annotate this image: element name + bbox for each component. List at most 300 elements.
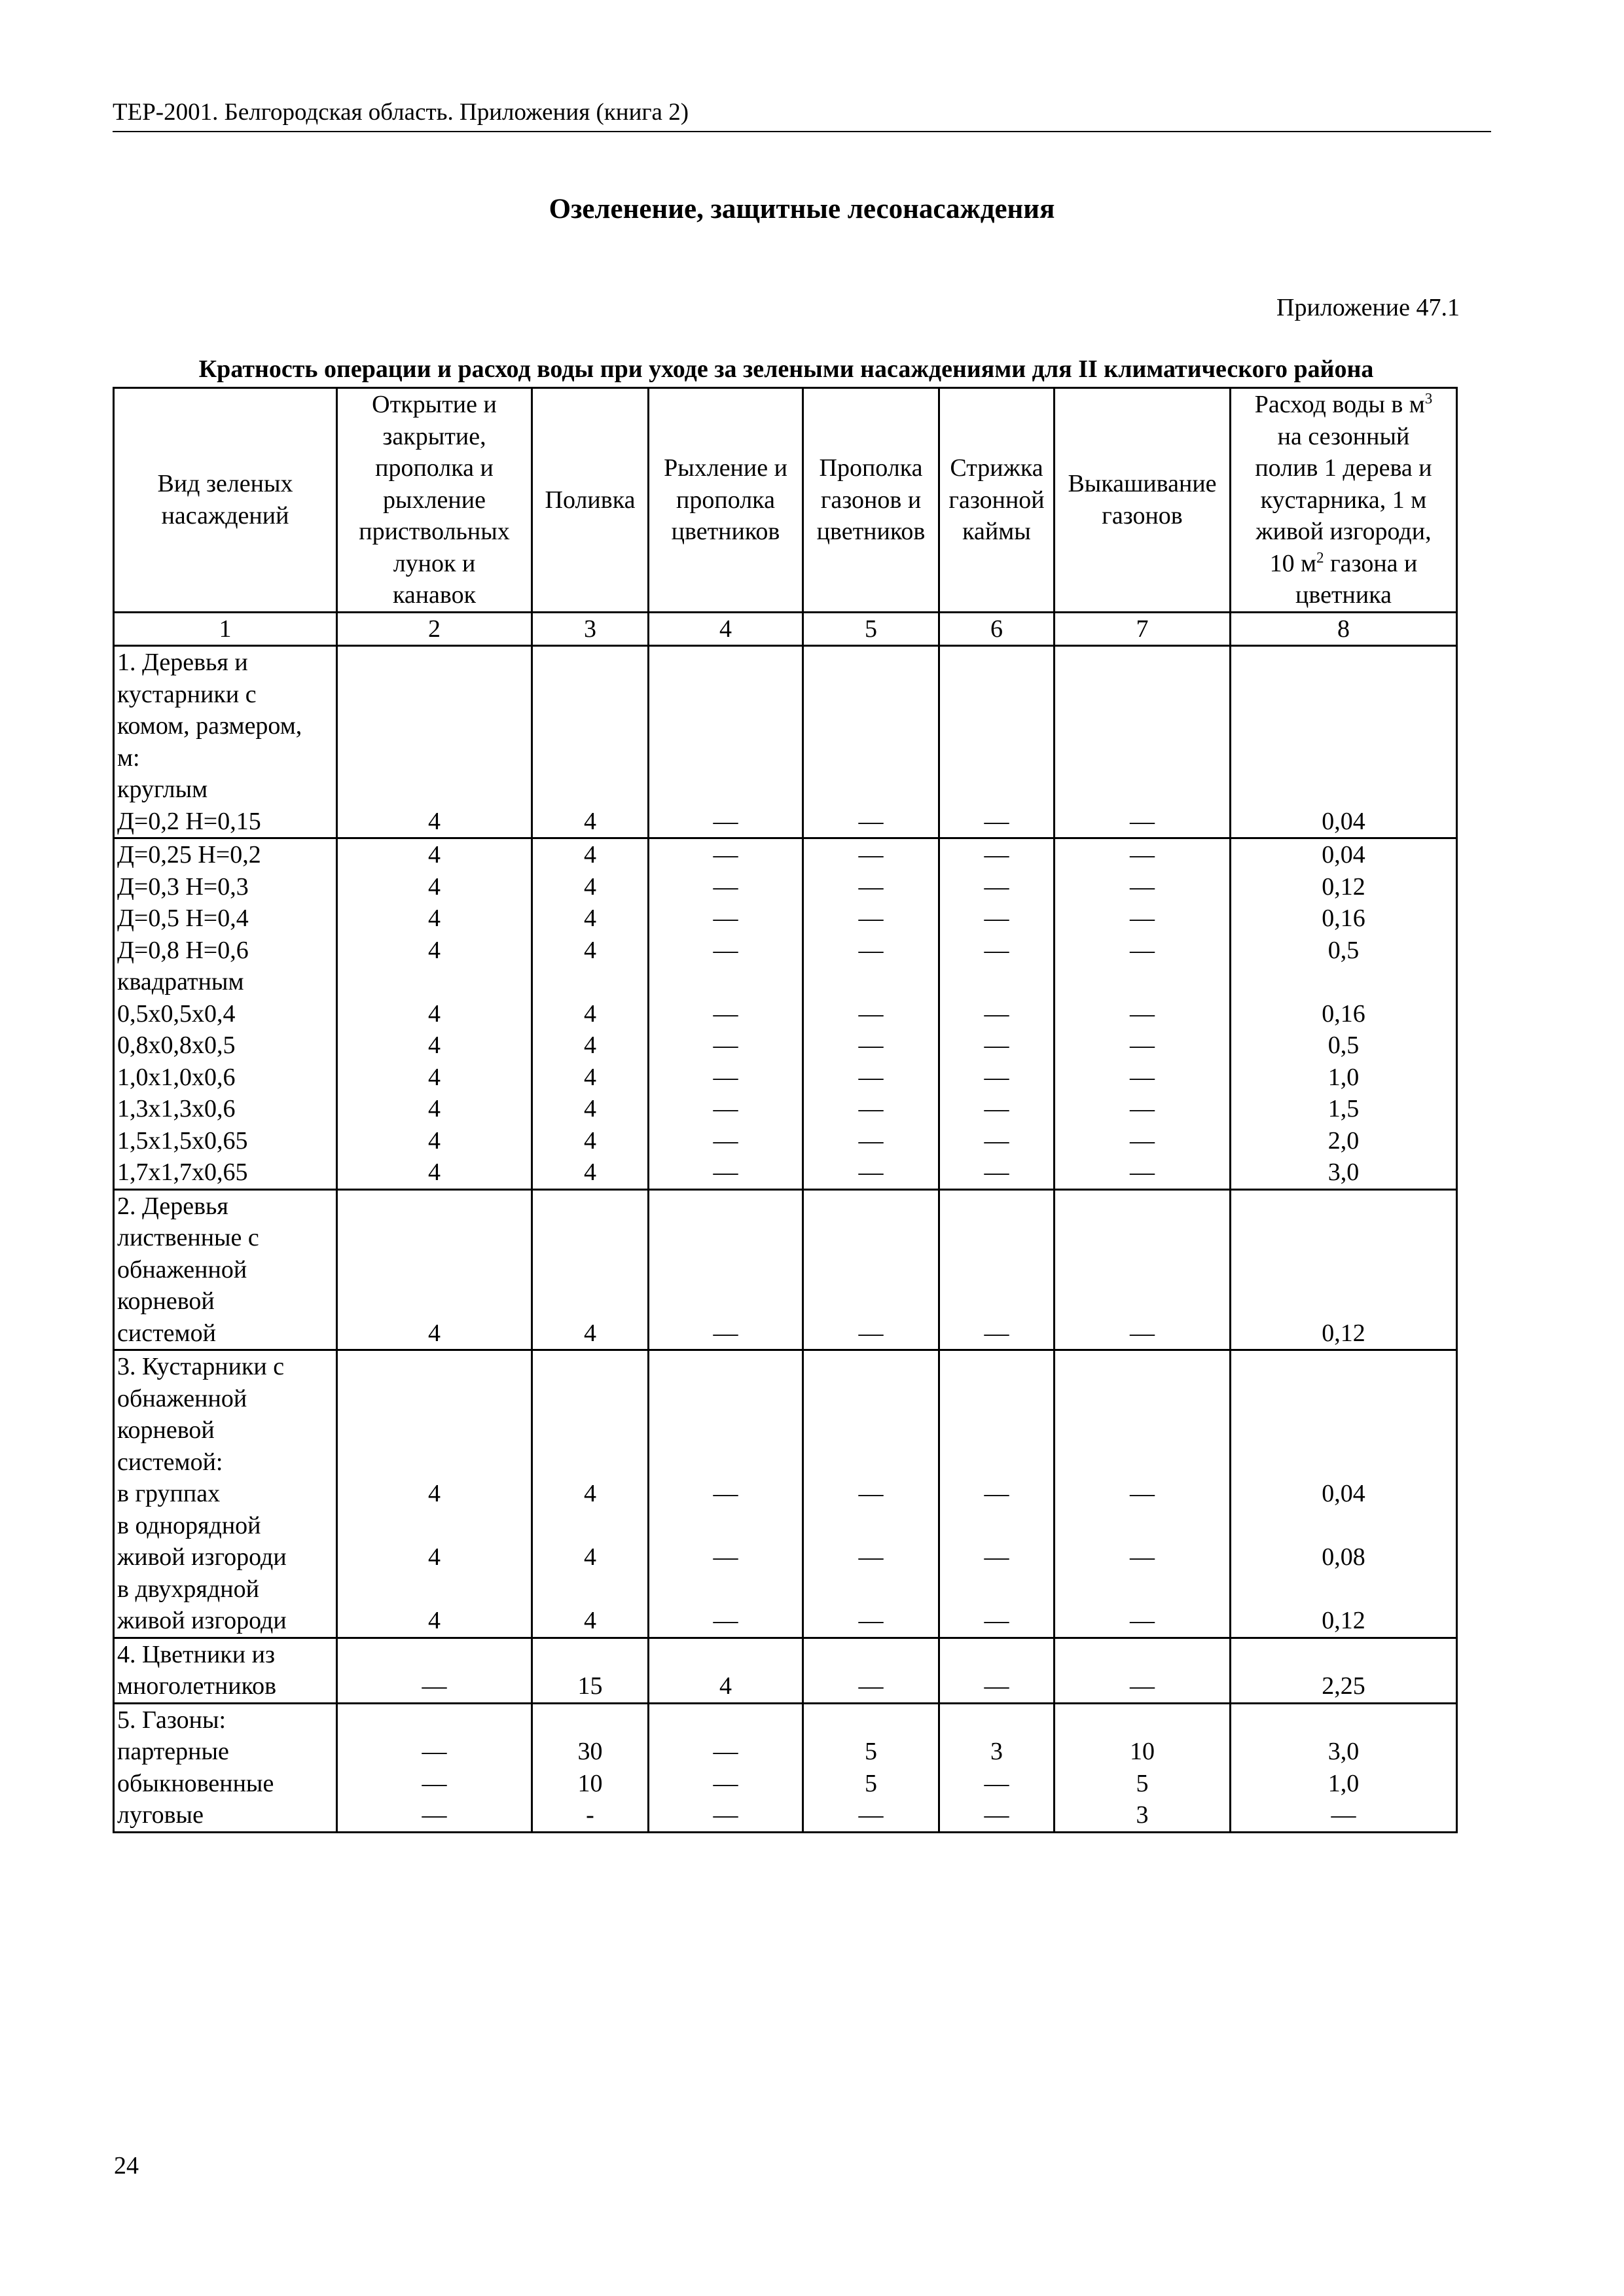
cell-spacer [338,1510,531,1542]
cell-spacer [940,742,1053,774]
cell-spacer [533,1510,647,1542]
cell-line: — [1130,1319,1155,1347]
cell-spacer [649,1383,802,1415]
value-cell [803,1703,939,1832]
cell-spacer [804,1704,938,1736]
cell-line: комом, размером, [117,712,302,740]
cell-spacer [649,742,802,774]
cell-spacer [1231,1285,1456,1318]
cell-line: — [713,1480,738,1507]
cell-line: 4 [428,1095,441,1122]
cell-spacer [1055,742,1229,774]
cell-line: 4 [584,872,596,901]
cell-line: — [713,1607,738,1634]
cell-line: 3. Кустарники с [117,1353,285,1380]
value-cell [649,1189,803,1350]
cell-line: 4 [584,1158,596,1186]
cell-line: 4 [428,841,441,869]
value-cell [337,1189,532,1350]
cell-line: 3 [990,1738,1003,1765]
value-cell [1231,1189,1457,1350]
cell-line: 1,0 [1327,1769,1360,1797]
cell-spacer [940,1639,1053,1671]
value-cell [1055,1350,1231,1638]
plant-type-cell [114,1638,337,1703]
value-cell [1055,646,1231,838]
cell-spacer [338,1414,531,1446]
cell-spacer [649,1510,802,1542]
cell-line: 4 [428,1543,441,1571]
page-number: 24 [114,2152,139,2179]
cell-line: — [713,905,738,932]
value-cell [1231,1638,1457,1703]
cell-spacer [1055,1222,1229,1254]
header-water-consumption: Расход воды в $м^3$ на сезонный полив 1 дерева и кустарника, 1 м живой изгороди, 10 $м^2$ газона и цветника [1231,388,1457,613]
table-row [114,646,1457,838]
cell-spacer [804,1285,938,1318]
cell-line: — [984,1480,1009,1507]
cell-line: 4 [428,1158,441,1186]
cell-line: Д=0,5 Н=0,4 [117,905,249,932]
cell-spacer [338,1285,531,1318]
cell-line: 5 [1136,1769,1149,1797]
cell-spacer [533,679,647,711]
cell-line: многолетников [117,1672,277,1700]
value-cell [939,646,1055,838]
cell-line: 4 [428,1031,441,1059]
cell-line: 1,3х1,3х0,6 [117,1095,236,1122]
cell-spacer [649,1704,802,1736]
cell-line: — [713,1031,738,1059]
cell-line: Д=0,25 Н=0,2 [117,841,261,869]
cell-line: — [858,1319,884,1347]
cell-spacer [533,1446,647,1479]
cell-line: 3,0 [1327,1158,1360,1186]
cell-spacer [804,1351,938,1383]
cell-spacer [1055,1285,1229,1318]
cell-line: — [713,1769,738,1797]
cell-line: 5 [865,1738,877,1765]
cell-spacer [940,1383,1053,1415]
cell-spacer [649,1351,802,1383]
cell-line: 1,5х1,5х0,65 [117,1126,248,1155]
value-cell [649,838,803,1190]
running-header: ТЕР-2001. Белгородская область. Приложения (книга 2) [113,99,689,126]
value-cell [939,1189,1055,1350]
cell-line: 4 [428,1480,441,1507]
header-lawn-weeding: Прополка газонов и цветников [803,388,939,613]
cell-line: 5 [865,1769,877,1797]
cell-line: — [858,807,884,835]
value-cell [337,1350,532,1638]
section-title: Озеленение, защитные лесонасаждения [549,194,1055,224]
cell-spacer [649,1639,802,1671]
cell-line: 4 [428,807,441,835]
cell-line: — [713,1319,738,1347]
cell-spacer [804,774,938,806]
cell-line: — [422,1672,447,1700]
cell-spacer [940,1446,1053,1479]
cell-spacer [649,1191,802,1223]
cell-line: 4 [428,1126,441,1155]
cell-line: — [858,872,884,901]
cell-spacer [649,647,802,679]
cell-spacer [940,1704,1053,1736]
cell-line: — [713,1543,738,1571]
cell-spacer [1231,1639,1456,1671]
cell-line: — [1130,1607,1155,1634]
value-cell [1231,838,1457,1190]
cell-line: корневой [117,1287,215,1315]
value-cell [1055,1703,1231,1832]
value-cell [649,1638,803,1703]
cell-spacer [1231,742,1456,774]
cell-spacer [1055,1191,1229,1223]
norms-table [113,387,1458,1833]
cell-spacer [338,966,531,998]
cell-line: системой: [117,1448,223,1476]
cell-spacer [804,1414,938,1446]
cell-line: луговые [117,1801,204,1829]
cell-spacer [533,1704,647,1736]
cell-line: — [1130,872,1155,901]
cell-line: — [984,1031,1009,1059]
plant-type-cell [114,838,337,1190]
cell-spacer [649,679,802,711]
cell-spacer [338,1351,531,1383]
cell-line: 5. Газоны: [117,1706,226,1734]
cell-spacer [940,679,1053,711]
cell-spacer [804,1573,938,1605]
cell-line: — [713,841,738,869]
cell-line: 0,12 [1322,1607,1365,1634]
cell-line: — [858,936,884,964]
cell-spacer [1055,679,1229,711]
plant-type-cell [114,1350,337,1638]
header-edge-trimming: Стрижка газонной каймы [939,388,1055,613]
cell-line: — [858,1031,884,1059]
cell-line: в группах [117,1480,221,1507]
cell-line: в однорядной [117,1511,261,1539]
cell-line: — [422,1769,447,1797]
cell-line: корневой [117,1416,215,1444]
cell-spacer [1055,1351,1229,1383]
cell-line: партерные [117,1738,229,1765]
cell-spacer [1055,1639,1229,1671]
cell-line: 4 [584,1063,596,1091]
column-number: 6 [939,612,1055,646]
cell-line: 0,12 [1322,872,1365,901]
table-row [114,838,1457,1190]
cell-line: обнаженной [117,1255,247,1283]
cell-line: — [858,1158,884,1186]
cell-line: — [1130,1158,1155,1186]
cell-spacer [1231,966,1456,998]
cell-spacer [338,1573,531,1605]
cell-line: — [984,936,1009,964]
cell-line: — [858,905,884,932]
cell-line: — [984,1769,1009,1797]
cell-line: 0,04 [1322,1480,1365,1507]
cell-spacer [1231,647,1456,679]
cell-line: — [713,999,738,1028]
cell-spacer [338,1254,531,1286]
table-row [114,1703,1457,1832]
cell-line: 4 [584,905,596,932]
cell-spacer [940,1254,1053,1286]
cell-line: — [858,1095,884,1122]
cell-line: — [858,1480,884,1507]
cell-line: — [984,1607,1009,1634]
cell-line: — [858,1801,884,1829]
cell-line: — [1130,807,1155,835]
value-cell [803,1189,939,1350]
value-cell [803,646,939,838]
cell-line: — [984,807,1009,835]
cell-line: — [984,1095,1009,1122]
value-cell [532,1189,649,1350]
value-cell [532,1350,649,1638]
cell-line: — [1130,1031,1155,1059]
cell-line: — [858,1672,884,1700]
cell-line: 1. Деревья и [117,649,248,676]
cell-spacer [533,647,647,679]
cell-spacer [1055,710,1229,742]
cell-line: — [984,841,1009,869]
column-number: 2 [337,612,532,646]
cell-line: — [1130,1543,1155,1571]
column-number-row [114,612,1457,646]
cell-line: 4 [428,999,441,1028]
header-watering: Поливка [532,388,649,613]
cell-spacer [1231,1383,1456,1415]
cell-line: 4 [428,1319,441,1347]
cell-line: 10 [577,1769,603,1797]
cell-spacer [1231,1510,1456,1542]
cell-line: 15 [577,1672,603,1700]
value-cell [337,1638,532,1703]
cell-line: 1,5 [1327,1095,1360,1122]
cell-line: — [858,999,884,1028]
cell-line: живой изгороди [117,1607,287,1634]
column-number: 8 [1231,612,1457,646]
cell-spacer [533,1351,647,1383]
cell-line: 0,04 [1322,841,1365,869]
cell-line: — [984,1672,1009,1700]
cell-line: обыкновенные [117,1769,274,1797]
cell-line: 4 [428,905,441,932]
cell-line: 4 [584,1095,596,1122]
cell-spacer [649,710,802,742]
cell-line: — [858,1543,884,1571]
cell-spacer [649,1254,802,1286]
cell-spacer [338,1191,531,1223]
value-cell [1055,1638,1231,1703]
cell-spacer [804,1222,938,1254]
cell-spacer [804,710,938,742]
cell-spacer [533,710,647,742]
cell-spacer [1055,1383,1229,1415]
cell-line: 4 [584,1126,596,1155]
cell-line: Д=0,8 Н=0,6 [117,936,249,964]
cell-line: 0,16 [1322,905,1365,932]
cell-line: — [422,1738,447,1765]
cell-line: 1,0 [1327,1063,1360,1091]
value-cell [337,1703,532,1832]
cell-spacer [338,1446,531,1479]
table-header-row [114,388,1457,613]
cell-line: — [713,936,738,964]
cell-line: лиственные с [117,1224,259,1251]
cell-spacer [338,1704,531,1736]
cell-spacer [940,1414,1053,1446]
cell-line: — [984,1126,1009,1155]
cell-spacer [1231,1704,1456,1736]
cell-spacer [1231,1254,1456,1286]
cell-spacer [1055,1704,1229,1736]
cell-spacer [804,1191,938,1223]
cell-line: 4 [719,1672,732,1700]
cell-line: — [713,872,738,901]
appendix-reference: Приложение 47.1 [1276,294,1460,321]
value-cell [532,838,649,1190]
cell-spacer [338,1383,531,1415]
cell-line: 4 [428,936,441,964]
cell-spacer [533,1414,647,1446]
value-cell [337,646,532,838]
value-cell [1231,1350,1457,1638]
cell-line: 0,08 [1322,1543,1365,1571]
cell-line: 4 [428,1063,441,1091]
cell-spacer [940,1351,1053,1383]
cell-line: — [1130,841,1155,869]
cell-line: 0,5х0,5х0,4 [117,999,236,1028]
cell-line: обнаженной [117,1384,247,1412]
cell-line: 0,16 [1322,999,1365,1028]
value-cell [939,1350,1055,1638]
cell-line: 4 [584,1543,596,1571]
cell-line: 2. Деревья [117,1192,228,1220]
cell-spacer [1231,1446,1456,1479]
header-mowing: Выкашивание газонов [1055,388,1231,613]
cell-line: — [1130,1126,1155,1155]
cell-line: 3,0 [1327,1738,1360,1765]
cell-line: 4 [584,936,596,964]
cell-spacer [940,1191,1053,1223]
cell-spacer [1055,1254,1229,1286]
plant-type-cell [114,1703,337,1832]
cell-spacer [1231,774,1456,806]
cell-line: — [713,1738,738,1765]
value-cell [649,646,803,838]
header-rule [113,131,1491,132]
cell-spacer [533,1285,647,1318]
cell-line: 4 [584,841,596,869]
value-cell [1231,1703,1457,1832]
cell-line: 4. Цветники из [117,1640,275,1668]
cell-spacer [804,966,938,998]
value-cell [532,1638,649,1703]
cell-spacer [649,966,802,998]
value-cell [803,838,939,1190]
cell-spacer [940,1573,1053,1605]
cell-spacer [533,1254,647,1286]
cell-spacer [804,1383,938,1415]
cell-line: — [858,841,884,869]
table-row [114,1189,1457,1350]
cell-spacer [533,1639,647,1671]
value-cell [1055,1189,1231,1350]
cell-line: квадратным [117,968,244,996]
cell-line: - [586,1801,594,1829]
cell-line: 0,5 [1327,936,1360,964]
cell-line: — [422,1801,447,1829]
cell-spacer [533,1383,647,1415]
cell-line: 1,0х1,0х0,6 [117,1063,236,1091]
cell-spacer [1055,774,1229,806]
value-cell [939,1638,1055,1703]
cell-line: — [858,1126,884,1155]
cell-line: — [713,1158,738,1186]
header-plant-type: Вид зеленых насаждений [114,388,337,613]
cell-line: в двухрядной [117,1575,259,1603]
cell-spacer [338,679,531,711]
cell-spacer [804,647,938,679]
cell-spacer [1055,966,1229,998]
cell-line: 4 [584,1319,596,1347]
cell-line: — [1130,999,1155,1028]
cell-spacer [940,710,1053,742]
cell-line: живой изгороди [117,1543,287,1571]
cell-line: — [713,807,738,835]
cell-line: 2,0 [1327,1126,1360,1155]
cell-line: — [1331,1801,1356,1829]
cell-spacer [1231,1191,1456,1223]
cell-line: 2,25 [1322,1672,1365,1700]
cell-spacer [533,1573,647,1605]
cell-line: 30 [577,1738,603,1765]
cell-spacer [649,774,802,806]
cell-spacer [804,742,938,774]
cell-line: — [1130,905,1155,932]
cell-spacer [1231,1414,1456,1446]
cell-spacer [649,1414,802,1446]
cell-line: системой [117,1319,216,1347]
cell-line: кустарники с [117,680,257,708]
cell-line: — [713,1095,738,1122]
column-number: 7 [1055,612,1231,646]
cell-spacer [1055,1573,1229,1605]
cell-line: Д=0,2 Н=0,15 [117,807,261,835]
header-tree-pits: Открытие и закрытие, прополка и рыхление приствольных лунок и канавок [337,388,532,613]
cell-line: — [984,1063,1009,1091]
cell-spacer [940,647,1053,679]
cell-line: 10 [1130,1738,1155,1765]
column-number: 4 [649,612,803,646]
cell-line: 0,04 [1322,807,1365,835]
cell-line: Д=0,3 Н=0,3 [117,872,249,901]
value-cell [803,1638,939,1703]
cell-line: — [984,1801,1009,1829]
column-number: 3 [532,612,649,646]
cell-line: — [713,1126,738,1155]
cell-spacer [338,1222,531,1254]
cell-spacer [804,679,938,711]
cell-line: — [713,1063,738,1091]
cell-spacer [804,1446,938,1479]
cell-line: 0,8х0,8х0,5 [117,1031,236,1059]
value-cell [939,838,1055,1190]
